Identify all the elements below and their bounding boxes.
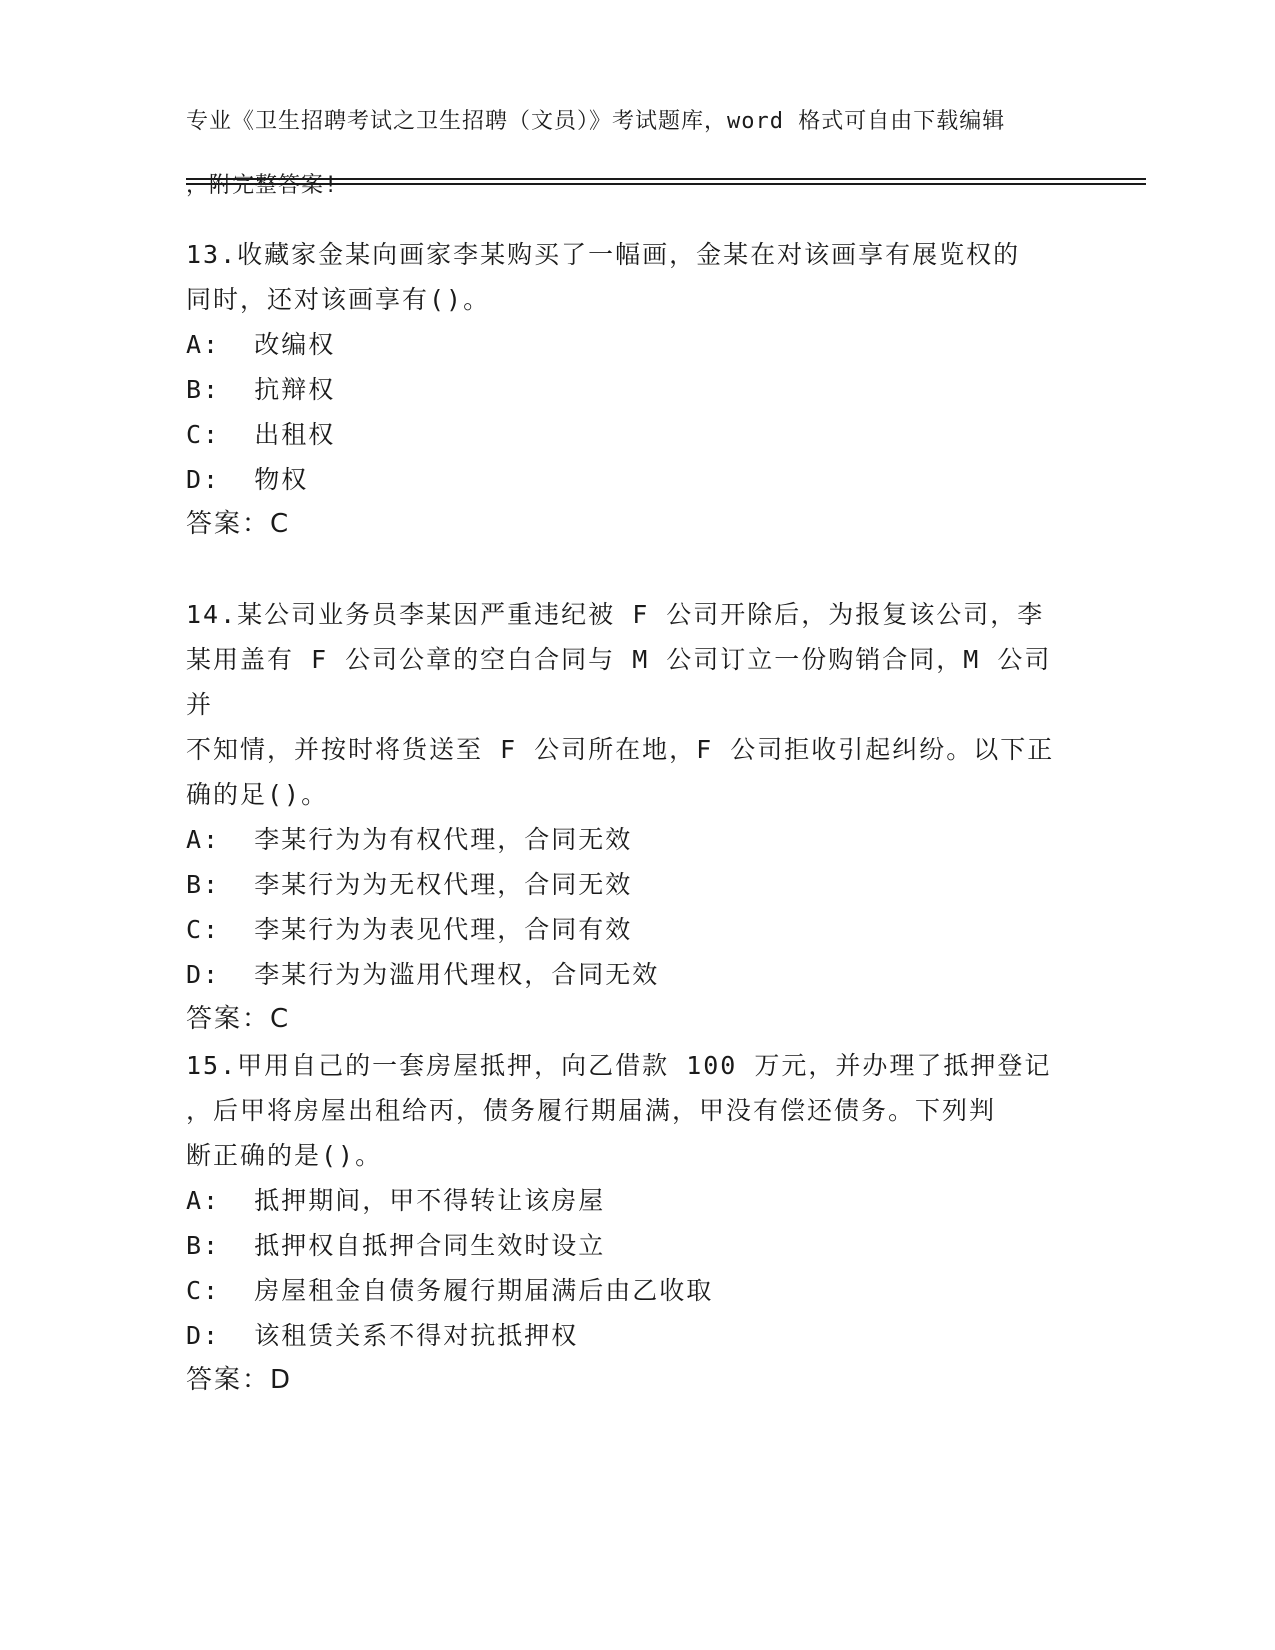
question-stem-line: 某用盖有 F 公司公章的空白合同与 M 公司订立一份购销合同，M 公司并	[186, 645, 1052, 719]
option-d: D: 该租赁关系不得对抗抵押权	[186, 1321, 579, 1350]
answer: 答案：D	[186, 1365, 293, 1395]
question-stem-line: 不知情，并按时将货送至 F 公司所在地，F 公司拒收引起纠纷。以下正	[186, 735, 1055, 764]
option-a: A: 李某行为为有权代理，合同无效	[186, 825, 633, 854]
header-line-2: ，附完整答案!	[186, 173, 339, 198]
document-header	[186, 74, 1066, 234]
question-13	[186, 232, 1066, 547]
question-stem-line: 确的足()。	[186, 780, 329, 809]
option-d: D: 物权	[186, 465, 309, 494]
option-b: B: 李某行为为无权代理，合同无效	[186, 870, 633, 899]
question-stem-line: 同时，还对该画享有()。	[186, 285, 491, 314]
option-b: B: 抵押权自抵押合同生效时设立	[186, 1231, 606, 1260]
answer: 答案：C	[186, 1004, 291, 1034]
question-stem-line: 15.甲用自己的一套房屋抵押，向乙借款 100 万元，并办理了抵押登记	[186, 1051, 1052, 1080]
header-divider-top	[186, 178, 1146, 180]
option-c: C: 房屋租金自债务履行期届满后由乙收取	[186, 1276, 714, 1305]
question-stem-line: 13.收藏家金某向画家李某购买了一幅画，金某在对该画享有展览权的	[186, 240, 1021, 269]
option-c: C: 出租权	[186, 420, 336, 449]
question-stem-line: ，后甲将房屋出租给丙，债务履行期届满，甲没有偿还债务。下列判	[186, 1096, 997, 1125]
option-c: C: 李某行为为表见代理，合同有效	[186, 915, 633, 944]
header-divider-bottom	[186, 183, 1146, 185]
answer: 答案：C	[186, 509, 291, 539]
question-stem-line: 断正确的是()。	[186, 1141, 383, 1170]
question-15	[186, 1043, 1066, 1403]
option-d: D: 李某行为为滥用代理权，合同无效	[186, 960, 660, 989]
question-14	[186, 592, 1066, 1042]
question-stem-line: 14.某公司业务员李某因严重违纪被 F 公司开除后，为报复该公司，李	[186, 600, 1045, 629]
option-a: A: 改编权	[186, 330, 336, 359]
option-a: A: 抵押期间，甲不得转让该房屋	[186, 1186, 606, 1215]
option-b: B: 抗辩权	[186, 375, 336, 404]
header-line-1: 专业《卫生招聘考试之卫生招聘（文员）》考试题库，word 格式可自由下载编辑	[186, 109, 1006, 134]
